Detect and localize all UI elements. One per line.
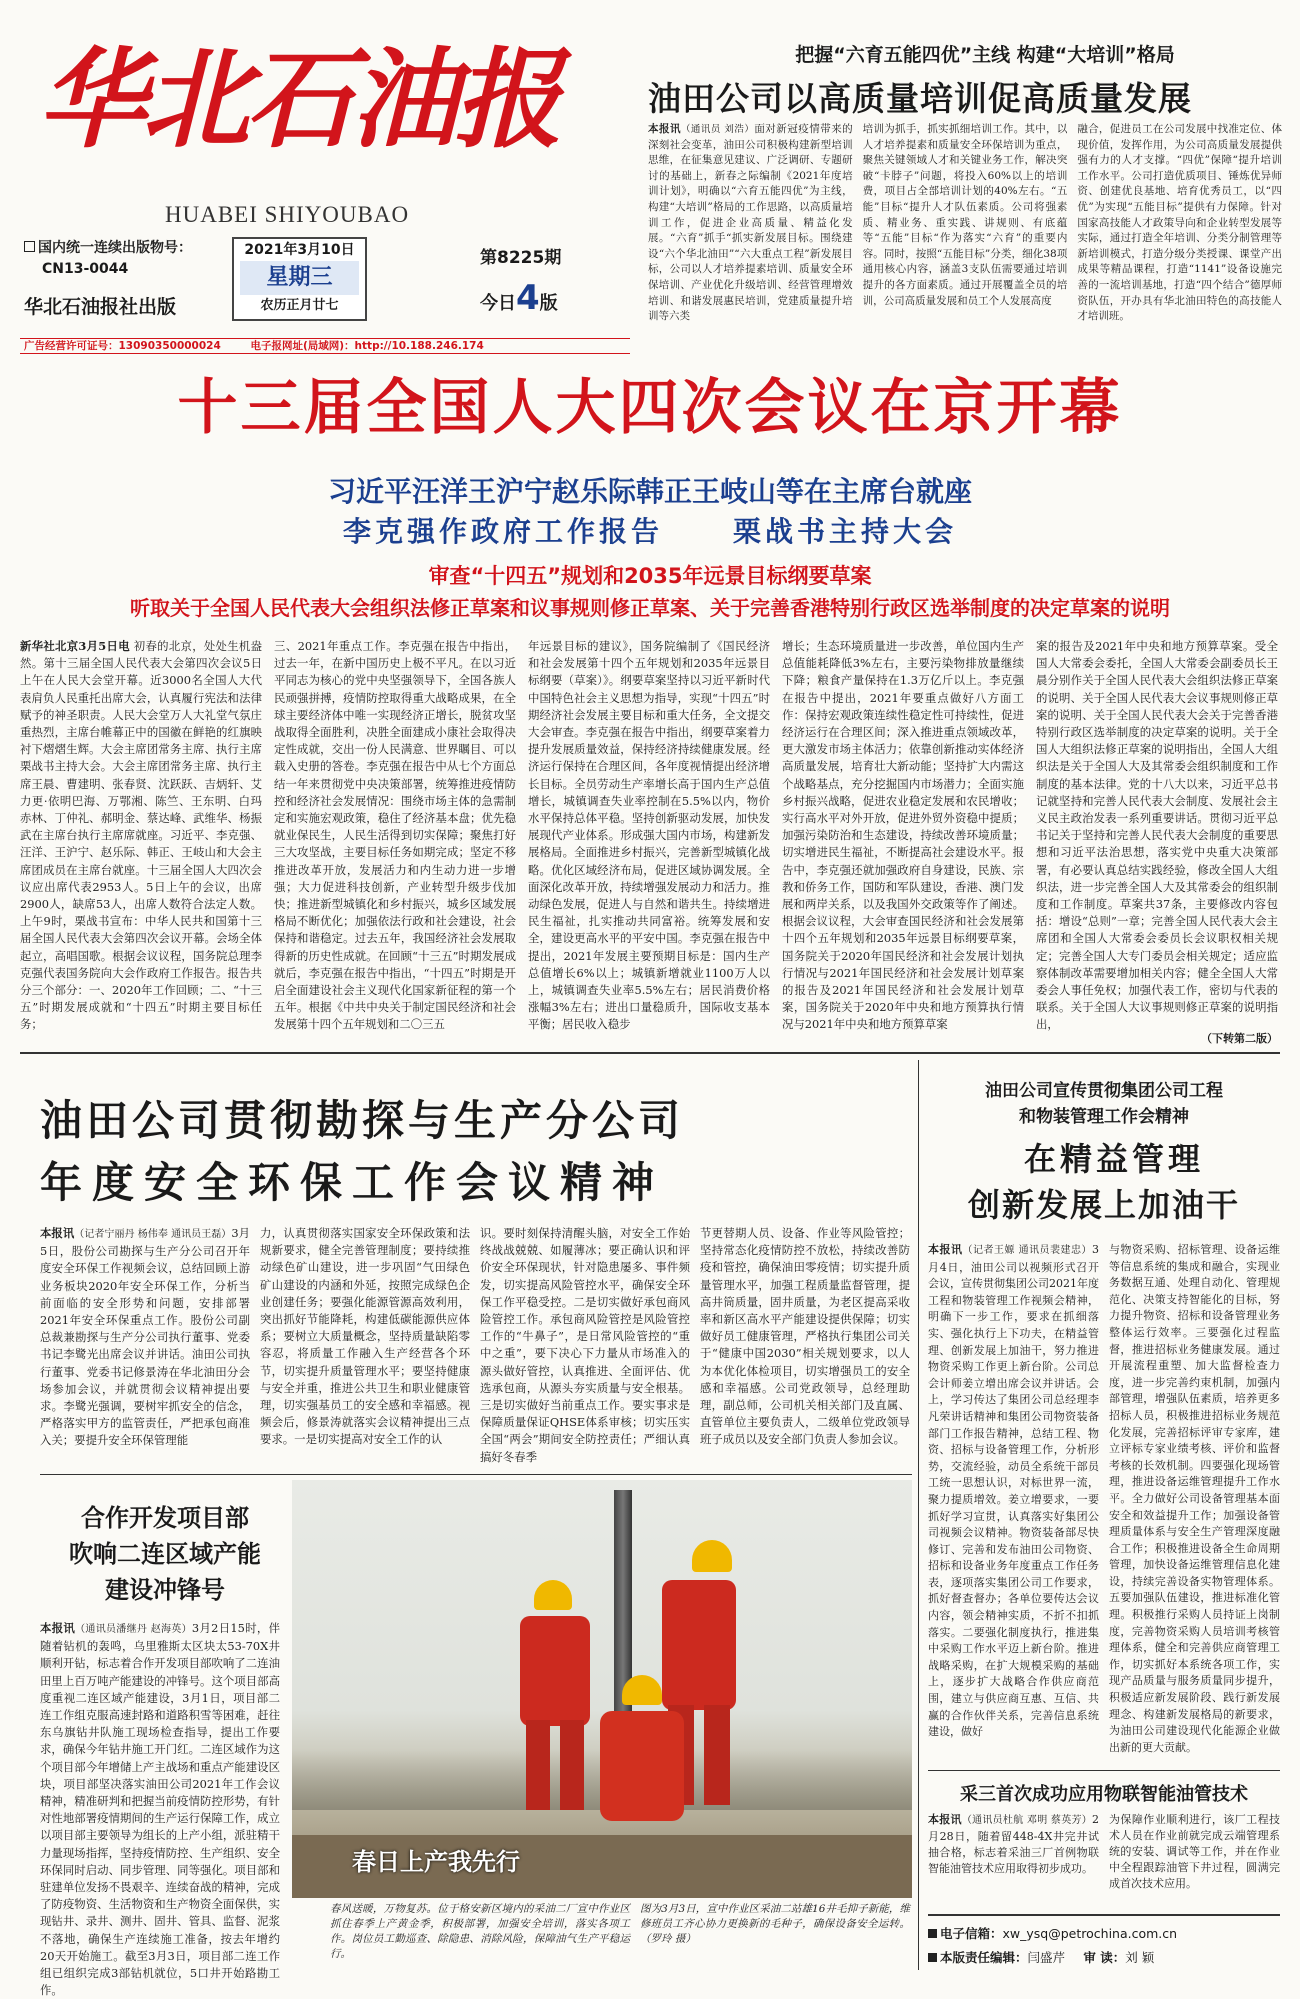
main-col-5: 案的报告及2021年中央和地方预算草案。受全国人大常委会委托，全国人大常委会副委员长王晨分别作关于全国人民代表大会组织法修正草案的说明、关于全国人民代表大会议事规则修正草案的说明、关于全国人民代表大会关于完善香港特别行政区选举制度的决定草案的说明。关于全国人大组织法修正草案的说明指出，全国人大组织法是关于全国人大及其常委会组织制度和工作制度的基本法律。党的十八大以来，习近平总书记就坚持和完善人民代表大会制度、发展社会主义民主政治发表一系列重要讲话。贯彻习近平总书记关于坚持和完善人民代表大会制度的重要思想和习近平法治思想，落实党中央重大决策部署，有必要认真总结实践经验，修改全国人大组织法，进一步完善全国人大及其常委会的组织制度和工作制度。草案共37条，主要修改内容包括：增设“总则”一章；完善全国人民代表大会主席团和全国人大常委会委员长会议职权相关规定；完善全国人大专门委员会相关规定；适应监察体制改革需要增加相关内容；健全全国人大常委会人事任免权；加强代表工作，密切与代表的联系。关于全国人大议事规则修正草案的说明指出， （下转第二版） <box>1036 639 1278 1045</box>
page-count: 今日4版 <box>480 278 558 318</box>
divider-safety <box>40 1474 912 1475</box>
main-article-body <box>20 638 1280 1046</box>
photo-text-right: 图为3月3日，宣中作业区采油二站雄16井毛抑子新能，维修班员工齐心协力更换新的毛种子，确保设备安全运转。 （罗玲 摄） <box>640 1903 910 1945</box>
main-sub-1: 习近平汪洋王沪宁赵乐际韩正王岐山等在主席台就座 <box>327 475 972 508</box>
erlian-headline: 合作开发项目部 吹响二连区域产能 建设冲锋号 <box>69 1504 261 1604</box>
top-article-col-2: 培训为抓手，抓实抓细培训工作。其中，以人才培养提素和质量安全环保培训为重点，聚焦关键领域人才和关键业务工作，解决突破“卡脖子”问题，将投入60%以上的培训费，项目占全部培训计划的40%左右。“五能”目标“提升人才队伍素质。公司将强素质、精业务、重实践、讲规则、有底蕴等“五能”目标“作为落实“六育”的重要内容。同时，按照“五能目标”分类，细化38项通用核心内容，涵盖3支队伍需要通过培训提升的各方面素质。通过开展覆盖全员的培训，公司高质量发展和员工个人发展高度 <box>862 123 1068 307</box>
worker-figure <box>512 1580 598 1810</box>
safety-headline: 油田公司贯彻勘探与生产分公司 年度安全环保工作会议精神 <box>40 1096 685 1207</box>
lean-headline: 在精益管理 创新发展上加油干 <box>967 1140 1240 1224</box>
photo-caption: 春日上产我先行 <box>352 1848 520 1876</box>
license-bar <box>20 338 630 354</box>
continued-note: （下转第二版） <box>1201 1032 1278 1045</box>
tech-col-1: 本报讯（通讯员杜航 邓明 蔡英芳）2月28日，随着留448-4X井完井试抽合格，标志着采油三厂首例物联智能油管技术应用取得初步成功。 <box>928 1813 1100 1875</box>
main-col-4: 增长；生态环境质量进一步改善，单位国内生产总值能耗降低3%左右，主要污染物排放量继续下降；粮食产量保持在1.3万亿斤以上。李克强在报告中提出，2021年要重点做好八方面工作：保持宏观政策连续性稳定性可持续性，促进经济运行在合理区间；深入推进重点领域改革，更大激发市场主体活力；依靠创新推动实体经济高质量发展，培育壮大新动能；坚持扩大内需这个战略基点，充分挖掘国内市场潜力；全面实施乡村振兴战略，促进农业稳定发展和农民增收；实行高水平对外开放，促进外贸外资稳中提质；加强污染防治和生态建设，持续改善环境质量；切实增进民生福祉，不断提高社会建设水平。报告中，李克强还就加强政府自身建设，民族、宗教和侨务工作，国防和军队建设，香港、澳门发展和两岸关系，以及我国外交政策等作了阐述。根据会议议程，大会审查国民经济和社会发展第十四个五年规划和2035年远景目标纲要草案，国务院关于2020年国民经济和社会发展计划执行情况与2021年国民经济和社会发展计划草案的报告及2021年国民经济和社会发展计划草案，国务院关于2020年中央和地方预算执行情况与2021年中央和地方预算草案 <box>782 639 1024 1032</box>
issue-number: 第8225期 <box>480 248 562 268</box>
footer-email-row: 电子信箱：xw_ysq@petrochina.com.cn <box>928 1922 1280 1946</box>
photo-text-left: 春风送暖，万物复苏。位于格安新区境内的采油二厂宣中作业区抓住春季上产黄金季，积极部署，加强安全培训，落实各项工作。岗位员工勤巡查、除隐患、消除风险，保障油气生产平稳运行。 <box>330 1903 630 1960</box>
date-box <box>232 237 367 321</box>
publisher: 华北石油报社出版 <box>24 296 177 318</box>
main-col-2: 三、2021年重点工作。李克强在报告中指出，过去一年，在新中国历史上极不平凡。在以习近平同志为核心的党中央坚强领导下，全国各族人民顽强拼搏，疫情防控取得重大战略成果，在全球主要经济体中唯一实现经济正增长，脱贫攻坚战取得全面胜利，决胜全面建成小康社会取得决定性成就，交出一份人民满意、世界瞩目、可以载入史册的答卷。李克强在报告中从七个方面总结一年来贯彻党中央决策部署，统筹推进疫情防控和经济社会发展情况：围绕市场主体的急需制定和实施宏观政策，稳住了经济基本盘；优先稳就业保民生，人民生活得到切实保障；聚焦打好三大攻坚战，主要目标任务如期完成；坚定不移推进改革开放，发展活力和内生动力进一步增强；大力促进科技创新，产业转型升级步伐加快；推进新型城镇化和乡村振兴，城乡区域发展格局不断优化；加强依法行政和社会建设，社会保持和谐稳定。过去五年，我国经济社会发展取得新的历史性成就。在回顾“十三五”时期发展成就后，李克强在报告中指出，“十四五”时期是开启全面建设社会主义现代化国家新征程的第一个五年。根据《中共中央关于制定国民经济和社会发展第十四个五年规划和二〇三五 <box>274 639 516 1032</box>
square-bullet-icon <box>928 1953 937 1962</box>
safety-col-2: 力，认真贯彻落实国家安全环保政策和法规新要求，健全完善管理制度；要持续推动绿色矿山建设，进一步巩固“气田绿色矿山建设的内涵和外延，按照完成绿色企业创建任务；要强化能源管源高效利用，突出抓好节能降耗，构建低碳能源供应体系；要树立大质量概念，坚持质量缺陷零容忍，将质量工作融入生产经营各个环节，切实提升质量管理水平；要坚持健康与安全并重，推进公共卫生和职业健康管理，切实强基员工的安全感和幸福感。视频会后，修景涛就落实会议精神提出三点要求。一是切实提高对安全工作的认 <box>260 1226 470 1447</box>
safety-article-body <box>40 1225 910 1467</box>
top-article-headline: 油田公司以高质量培训促高质量发展 <box>648 79 1192 118</box>
website: 电子报网址(局域网)：http://10.188.246.174 <box>250 340 484 352</box>
divider-vertical <box>918 1060 919 1970</box>
publication-info <box>24 238 229 334</box>
lean-article-body <box>928 1242 1280 1762</box>
top-article-col-3: 融合，促进员工在公司发展中找准定位、体现价值，发挥作用，为公司高质量发展提供强有力的人才支撑。“四优”保障“提升培训工作水平。公司打造优质项目、锤炼优异师资、创建优良基地、培育优秀员工，以“四优”为实现“五能目标”提供有力保障。针对国家高技能人才政策导向和企业转型发展等实际，通过打造全年培训、分类分制管理等新培训模式，打造分级分类授课、课堂产出成果等精品课程，打造“1141”设备设施完善的一流培训基地，打造“四个结合”德厚师资队伍，开办具有华北油田特色的高技能人才培训班。 <box>1077 123 1283 323</box>
lean-col-2: 与物资采购、招标管理、设备运维等信息系统的集成和融合，实现业务数据互通、处理自动化、管理规范化、决策支持智能化的目标，努力提升物资、招标和设备管理业务整体运行效率。三要强化过程监督，推进招标业务健康发展。通过开展流程重塑、加大监督检查力度，进一步完善约束机制，加强内部管理，增强队伍素质，培养更多招标人员，积极推进招标业务规范化发展，完善招标评审专家库，建立评标专家业绩考核、评价和监督考核的长效机制。四要强化现场管理，推进设备运维管理提升工作水平。全力做好公司设备管理基本面安全和效益提升工作；加强设备管理质量体系与安全生产管理深度融合工作；积极推进设备全生命周期管理，加快设备运维管理信息化建设，持续完善设备实物管理体系。五要加强队伍建设，推进标准化管理。积极推行采购人员持证上岗制度，完善物资采购人员培训考核管理体系，健全和完善供应商管理工作，切实抓好本系统各项工作，实现产品质量与服务质量同步提升，积极适应新发展阶段、践行新发展理念、构建新发展格局的新要求，为油田公司建设现代化能源企业做出新的更大贡献。 <box>1109 1243 1280 1754</box>
worker-figure <box>592 1675 692 1835</box>
cn-label: 国内统一连续出版物号： <box>38 240 192 256</box>
masthead-pinyin: HUABEI SHIYOUBAO <box>165 202 410 227</box>
main-sub-3: 审查“十四五”规划和2035年远景目标纲要草案 <box>428 564 872 588</box>
divider-main <box>20 1052 1280 1054</box>
tech-article-body <box>928 1812 1280 1904</box>
safety-col-1: 本报讯（记者宁丽丹 杨伟奉 通讯员王磊）3月5日，股份公司勘探与生产分公司召开年度安全环保工作视频会议，总结回顾上游业务板块2020年安全环保工作，分析当前面临的安全形势和问题，安排部署2021年安全环保重点工作。股份公司副总裁兼勘探与生产分公司执行董事、党委书记李鹭光出席会议并讲话。油田公司执行董事、党委书记修景涛在华北油田分会场参加会议，并就贯彻会议精神提出要求。李鹭光强调，要树牢抓安全的信念，严格落实甲方的监管责任，严把承包商准入关；要提升安全环保管理能 <box>40 1226 250 1448</box>
main-sub-2: 李克强作政府工作报告 栗战书主持大会 <box>342 515 958 548</box>
lean-kicker: 油田公司宣传贯彻集团公司工程 和物装管理工作会精神 <box>985 1081 1223 1127</box>
footer-editor-row: 本版责任编辑：闫盛芹 审 读：刘 颖 <box>928 1946 1280 1970</box>
lunar-date: 农历正月廿七 <box>260 298 339 313</box>
cn-number: CN13-0044 <box>42 261 129 277</box>
news-photo <box>292 1480 912 1898</box>
weekday: 星期三 <box>240 261 359 295</box>
divider-lean <box>928 1770 1280 1771</box>
masthead-logo: 华北石油报 <box>38 37 559 163</box>
top-article-col-1: 本报讯（通讯员 刘浩）面对新冠疫情带来的深刻社会变革，油田公司积极构建新型培训思维，在征集意见建议、广泛调研、专题研讨的基础上，新春之际编制《2021年度培训计划》，明确以“六育五能四优”为主线，构建“大培训”格局的工作思路，以高质量培训工作，促进企业高质量、精益化发展。“六育”抓手“抓实新发展目标。围绕建设“六个华北油田”“六大重点工程”新发展目标，公司以人才培养提素培训、质量安全环保培训、产业优化升级培训、经营管理增效培训、和谐发展惠民培训，党建质量提升培训等六类 <box>648 123 853 323</box>
lean-col-1: 本报讯（记者王嫄 通讯员裴建忠）3月4日，油田公司以视频形式召开会议，宣传贯彻集团公司2021年度工程和物装管理工作视频会精神，明确下一步工作，要求在抓细落实、强化执行上下功夫，在精益管理、创新发展上加油干，努力推进物资采购工作更上新台阶。公司总会计师姜立增出席会议并讲话。会上，学习传达了集团公司总经理李凡荣讲话精神和集团公司物资装备部门工作报告精神，总结工程、物资、招标与设备管理工作，分析形势，交流经验，动员全系统干部员工统一思想认识，对标世界一流，聚力提质增效。姜立增要求，一要抓好学习宣贯，认真落实好集团公司视频会议精神。物资装备部尽快修订、完善和发布油田公司物资、招标和设备业务年度重点工作任务表，逐项落实集团公司工作要求，抓好督查督办；各单位要传达会议内容，领会精神实质，不折不扣抓落实。二要强化制度执行，推进集中采购工作水平迈上新台阶。推进战略采购，在扩大规模采购的基础上，逐步扩大战略合作供应商范围，建立与供应商互惠、互信、共赢的合作伙伴关系，完善信息系统建设，做好 <box>928 1243 1099 1739</box>
erlian-body: 本报讯（通讯员潘继丹 赵海英）3月2日15时，伴随着钻机的轰鸣，乌里雅斯太区块太53-70X井顺利开钻，标志着合作开发项目部吹响了二连油田里上百万吨产能建设的冲锋号。这个项目部高度重视二连区域产能建设，3月1日，项目部二连工作组克服高速封路和道路积雪等困难，赶往东乌旗钻井队施工现场检查指导，提出工作要求，确保今年钻井施工开门红。二连区域作为这个项目部今年增储上产主战场和重点产能建设区块，项目部坚决落实油田公司2021年工作会议精神，精准研判和把握当前疫情防控形势，有针对性地部署疫情期间的生产运行保障工作，成立以项目部主要领导为组长的上产小组，派驻精干力量现场指挥，坚持疫情防控、生产组织、安全环保同时启动、同步管理、同等强化。项目部和驻建单位发扬不畏艰辛、连续奋战的精神，完成了防疫物资、生活物资和生产物资全面保供，实现钻井、录井、测井、固井、管具、监督、泥浆不落地，确保生产连续施工准备，按去年增约20天开始施工。截至3月3日，项目部二连工作组已组织完成3部钻机就位，5口井开始路勘工作。 <box>40 1621 280 1998</box>
tech-headline: 采三首次成功应用物联智能油管技术 <box>960 1784 1248 1805</box>
safety-col-4: 节更替期人员、设备、作业等风险管控；坚持常态化疫情防控不放松，持续改善防疫和管控，确保油田零疫情；切实提升质量管理水平，加强工程质量监督管理，提高井筒质量，固井质量，为老区提高采收率和新区高水平产能建设提供保障；切实做好员工健康管理，严格执行集团公司关于“健康中国2030”相关规划要求，以人为本优化体检项目，切实增强员工的安全感和幸福感。公司党政领导，总经理助理，副总师，公司机关相关部门及直属、直管单位主要负责人，二级单位党政领导班子成员以及安全部门负责人参加会议。 <box>700 1226 910 1447</box>
footer <box>928 1914 1280 1974</box>
date: 2021年3月10日 <box>244 242 355 258</box>
main-headline: 十三届全国人大四次会议在京开幕 <box>177 373 1123 443</box>
square-bullet-icon <box>928 1929 937 1938</box>
tech-col-2: 为保障作业顺利进行，该厂工程技术人员在作业前就完成云端管理系统的安装、调试等工作，并在作业中全程跟踪油管下井过程，圆满完成首次技术应用。 <box>1109 1813 1280 1890</box>
main-col-1: 新华社北京3月5日电 初春的北京，处处生机盎然。第十三届全国人民代表大会第四次会议5日上午在人民大会堂开幕。近3000名全国人大代表肩负人民重托出席大会，认真履行宪法和法律赋予的神圣职责。人民大会堂万人大礼堂气氛庄重热烈，主席台帷幕正中的国徽在鲜艳的红旗映衬下熠熠生辉。大会主席团常务主席、执行主席栗战书主持大会。大会主席团常务主席、执行主席王晨、曹建明、张春贤、沈跃跃、吉炳轩、艾力更·依明巴海、万鄂湘、陈竺、王东明、白玛赤林、丁仲礼、郝明金、蔡达峰、武维华、杨振武在主席台执行主席席就座。习近平、李克强、汪洋、王沪宁、赵乐际、韩正、王岐山和大会主席团成员在主席台就座。十三届全国人大四次会议应出席代表2953人。5日上午的会议，出席2900人，缺席53人，出席人数符合法定人数。上午9时，栗战书宣布：中华人民共和国第十三届全国人民代表大会第四次会议开幕。会场全体起立，高唱国歌。根据会议议程，国务院总理李克强代表国务院向大会作政府工作报告。报告共分三个部分：一、2020年工作回顾；二、“十三五”时期发展成就和“十四五”时期主要目标任务； <box>20 639 262 1032</box>
checkbox-icon <box>24 241 35 252</box>
main-col-3: 年远景目标的建议》，国务院编制了《国民经济和社会发展第十四个五年规划和2035年远景目标纲要（草案）》。纲要草案坚持以习近平新时代中国特色社会主义思想为指导，实现“十四五”时期经济社会发展主要目标和重大任务，全文提交大会审查。李克强在报告中指出，纲要草案着力提升发展质量效益，保持经济持续健康发展。经济运行保持在合理区间，各年度视情提出经济增长目标。全员劳动生产率增长高于国内生产总值增长，城镇调查失业率控制在5.5%以内，物价水平保持总体平稳。坚持创新驱动发展，加快发展现代产业体系。形成强大国内市场，构建新发展格局。全面推进乡村振兴，完善新型城镇化战略。优化区域经济布局，促进区域协调发展。全面深化改革开放，持续增强发展动力和活力。推动绿色发展，促进人与自然和谐共生。持续增进民生福祉，扎实推动共同富裕。统筹发展和安全，建设更高水平的平安中国。李克强在报告中提出，2021年发展主要预期目标是：国内生产总值增长6%以上；城镇新增就业1100万人以上，城镇调查失业率5.5%左右；居民消费价格涨幅3%左右；进出口量稳质升，国际收支基本平衡；居民收入稳步 <box>528 639 770 1032</box>
ad-license: 广告经营许可证号：13090350000024 <box>24 340 221 352</box>
footer-email[interactable]: xw_ysq@petrochina.com.cn <box>1002 1926 1178 1941</box>
issue-info <box>480 243 630 323</box>
safety-col-3: 识。要时刻保持清醒头脑，对安全工作始终战战兢兢、如履薄冰；要正确认识和评价安全环保现状，针对隐患屡多、事件频发，切实提高风险管控水平，确保安全环保工作平稳受控。二是切实做好承包商风险管控工作。承包商风险管控是风险管控工作的“牛鼻子”，是日常风险管控的“重中之重”，要下决心下力量从市场准入的源头做好管控，认真推进、全面评估、优选承包商，从源头夯实质量与安全根基。三是切实做好当前重点工作。要实事求是保障质量保证QHSE体系审核；切实压实全国“两会”期间安全防控责任；严细认真搞好冬春季 <box>480 1226 690 1464</box>
top-article <box>648 40 1282 340</box>
top-article-kicker: 把握“六育五能四优”主线 构建“大培训”格局 <box>795 44 1175 66</box>
main-sub-4: 听取关于全国人民代表大会组织法修正草案和议事规则修正草案、关于完善香港特别行政区选举制度的决定草案的说明 <box>130 596 1170 620</box>
